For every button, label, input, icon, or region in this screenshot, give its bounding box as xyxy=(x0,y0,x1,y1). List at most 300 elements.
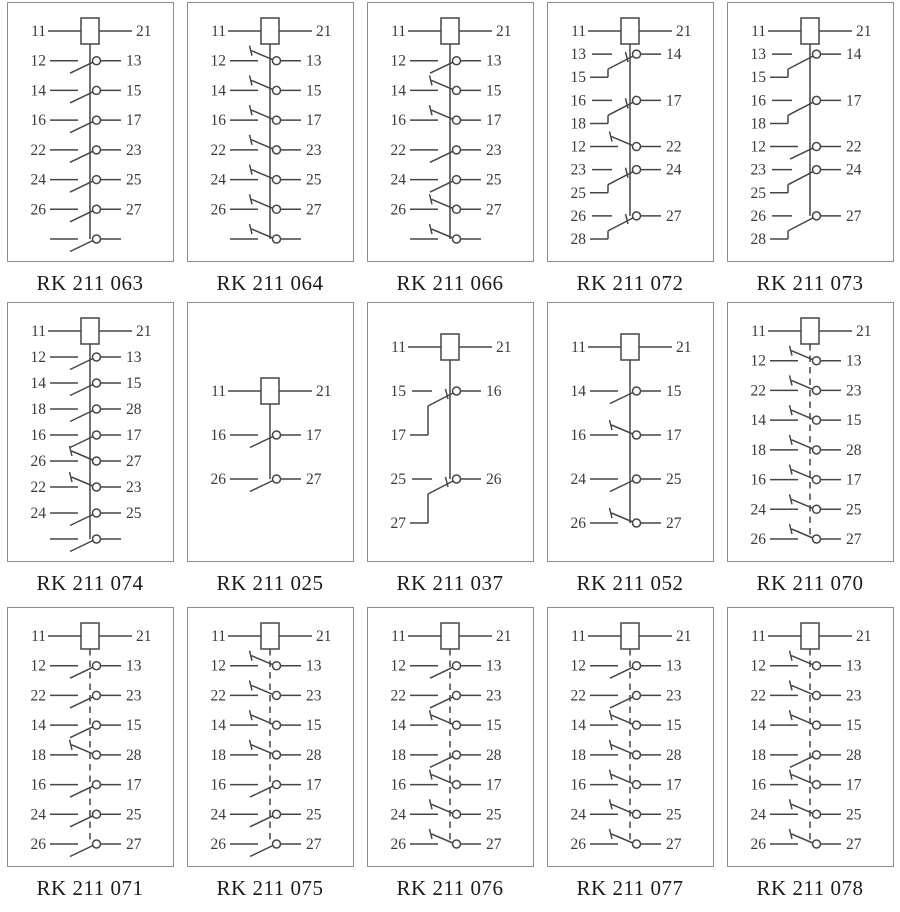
contact-point xyxy=(812,840,820,848)
relay-schematic xyxy=(368,303,533,561)
terminal-label: 13 xyxy=(485,52,501,70)
coil-symbol xyxy=(261,378,279,404)
contact-point xyxy=(272,662,280,670)
coil-symbol xyxy=(801,623,819,649)
terminal-label: 22 xyxy=(30,687,46,705)
terminal-label: 16 xyxy=(750,471,766,489)
contact-point xyxy=(632,212,640,220)
contact-point xyxy=(92,721,100,729)
terminal-label: 15 xyxy=(570,69,586,87)
terminal-label: 13 xyxy=(845,657,861,675)
terminal-label: 23 xyxy=(125,687,141,705)
terminal-label: 22 xyxy=(750,382,766,400)
terminal-label: 28 xyxy=(845,441,861,459)
terminal-label: 27 xyxy=(845,531,861,548)
terminal-label: 18 xyxy=(750,115,766,133)
terminal-label: 15 xyxy=(485,82,501,100)
diagram-frame xyxy=(367,607,534,867)
contact-point xyxy=(452,205,460,213)
diagram-label: RK 211 077 xyxy=(576,876,684,900)
terminal-label: 13 xyxy=(125,349,141,366)
terminal-label: 17 xyxy=(665,427,681,444)
contact-point xyxy=(92,146,100,154)
contact-point xyxy=(452,387,460,395)
diagram-frame xyxy=(547,2,714,262)
terminal-label: 14 xyxy=(570,383,586,400)
terminal-label: 25 xyxy=(485,806,501,824)
contact-blade xyxy=(431,804,454,814)
terminal-label: 22 xyxy=(390,687,406,705)
co-blade xyxy=(788,217,814,231)
coil-terminal-label: 21 xyxy=(135,23,151,40)
contact-point xyxy=(632,475,640,483)
contact-point xyxy=(272,205,280,213)
terminal-label: 12 xyxy=(750,657,766,675)
contact-point xyxy=(632,781,640,789)
terminal-label: 25 xyxy=(390,471,406,488)
terminal-label: 24 xyxy=(390,171,406,189)
contact-point xyxy=(92,509,100,517)
terminal-label: 26 xyxy=(30,836,46,853)
terminal-label: 16 xyxy=(210,112,226,130)
terminal-label: 17 xyxy=(665,776,681,794)
terminal-label: 26 xyxy=(30,453,46,470)
terminal-label: 25 xyxy=(845,806,861,824)
relay-diagram-cell xyxy=(720,0,900,300)
terminal-label: 24 xyxy=(750,806,766,824)
coil-terminal-label: 11 xyxy=(570,23,586,40)
terminal-label: 24 xyxy=(750,501,766,519)
coil-symbol xyxy=(801,18,819,44)
terminal-label: 27 xyxy=(485,201,501,219)
diagram-frame xyxy=(187,607,354,867)
coil-terminal-label: 11 xyxy=(30,323,46,340)
co-blade xyxy=(428,481,454,495)
diagram-label: RK 211 074 xyxy=(36,571,144,595)
terminal-label: 15 xyxy=(125,717,141,735)
terminal-label: 26 xyxy=(570,836,586,853)
terminal-label: 27 xyxy=(485,836,501,853)
contact-point xyxy=(272,57,280,65)
contact-blade xyxy=(610,696,634,708)
contact-point xyxy=(272,146,280,154)
terminal-label: 14 xyxy=(30,717,46,735)
relay-diagram-cell xyxy=(360,300,540,605)
contact-blade xyxy=(611,804,634,814)
contact-point xyxy=(452,86,460,94)
contact-point xyxy=(812,50,820,58)
contact-point xyxy=(92,457,100,465)
terminal-label: 24 xyxy=(665,161,681,179)
terminal-label: 12 xyxy=(390,52,406,70)
terminal-label: 16 xyxy=(210,776,226,794)
coil-symbol xyxy=(261,18,279,44)
diagram-label: RK 211 063 xyxy=(36,271,144,295)
terminal-label: 25 xyxy=(305,171,321,189)
terminal-label: 25 xyxy=(665,806,681,824)
terminal-label: 18 xyxy=(30,401,46,418)
terminal-label: 12 xyxy=(390,657,406,675)
terminal-label: 24 xyxy=(845,161,861,179)
terminal-label: 12 xyxy=(750,138,766,156)
contact-point xyxy=(272,751,280,759)
terminal-label: 13 xyxy=(305,52,321,70)
terminal-label: 16 xyxy=(570,776,586,794)
contact-point xyxy=(812,386,820,394)
coil-terminal-label: 21 xyxy=(495,23,511,40)
contact-blade xyxy=(791,804,814,814)
contact-point xyxy=(632,691,640,699)
contact-point xyxy=(92,176,100,184)
terminal-label: 24 xyxy=(210,171,226,189)
terminal-label: 22 xyxy=(210,687,226,705)
contact-point xyxy=(452,751,460,759)
terminal-label: 26 xyxy=(485,471,501,488)
contact-point xyxy=(92,483,100,491)
diagram-label: RK 211 076 xyxy=(396,876,504,900)
contact-point xyxy=(272,840,280,848)
terminal-label: 13 xyxy=(750,46,766,64)
diagram-frame xyxy=(367,302,534,562)
terminal-label: 15 xyxy=(845,717,861,735)
diagram-frame xyxy=(7,2,174,262)
co-blade xyxy=(608,217,634,231)
terminal-label: 12 xyxy=(30,52,46,70)
contact-point xyxy=(452,176,460,184)
coil-symbol xyxy=(801,318,819,344)
coil-terminal-label: 21 xyxy=(135,628,151,645)
terminal-label: 24 xyxy=(30,806,46,824)
terminal-label: 13 xyxy=(570,46,586,64)
relay-diagram-cell xyxy=(0,300,180,605)
coil-symbol xyxy=(81,623,99,649)
terminal-label: 22 xyxy=(665,138,681,156)
relay-schematic xyxy=(188,303,353,561)
terminal-label: 12 xyxy=(570,138,586,156)
coil-terminal-label: 11 xyxy=(210,23,226,40)
diagram-label: RK 211 064 xyxy=(216,271,324,295)
terminal-label: 17 xyxy=(305,427,321,444)
relay-diagram-cell xyxy=(180,605,360,912)
terminal-label: 12 xyxy=(570,657,586,675)
coil-terminal-label: 11 xyxy=(390,23,406,40)
terminal-label: 23 xyxy=(665,687,681,705)
terminal-label: 15 xyxy=(665,717,681,735)
terminal-label: 15 xyxy=(665,383,681,400)
relay-diagram-cell xyxy=(720,300,900,605)
contact-point xyxy=(92,810,100,818)
contact-point xyxy=(452,235,460,243)
terminal-label: 16 xyxy=(570,92,586,110)
diagram-label: RK 211 071 xyxy=(36,876,144,900)
terminal-label: 24 xyxy=(390,806,406,824)
terminal-label: 27 xyxy=(845,836,861,853)
terminal-label: 17 xyxy=(305,112,321,130)
terminal-label: 13 xyxy=(485,657,501,675)
contact-point xyxy=(452,721,460,729)
coil-symbol xyxy=(441,18,459,44)
terminal-label: 27 xyxy=(125,836,141,853)
contact-point xyxy=(92,116,100,124)
contact-point xyxy=(272,431,280,439)
contact-point xyxy=(812,96,820,104)
relay-diagram-cell xyxy=(360,605,540,912)
coil-terminal-label: 11 xyxy=(390,628,406,645)
contact-point xyxy=(92,86,100,94)
coil-terminal-label: 11 xyxy=(210,628,226,645)
diagram-frame xyxy=(727,302,894,562)
contact-blade xyxy=(70,845,94,857)
coil-terminal-label: 21 xyxy=(495,628,511,645)
relay-schematic xyxy=(728,3,893,261)
contact-point xyxy=(92,57,100,65)
contact-point xyxy=(812,535,820,543)
terminal-label: 23 xyxy=(125,141,141,159)
contact-point xyxy=(92,781,100,789)
contact-point xyxy=(812,721,820,729)
contact-point xyxy=(632,143,640,151)
contact-point xyxy=(452,475,460,483)
terminal-label: 26 xyxy=(750,207,766,225)
terminal-label: 18 xyxy=(750,441,766,459)
terminal-label: 16 xyxy=(390,112,406,130)
coil-terminal-label: 11 xyxy=(390,339,406,356)
coil-terminal-label: 21 xyxy=(675,23,691,40)
terminal-label: 26 xyxy=(750,836,766,853)
coil-terminal-label: 11 xyxy=(210,383,226,400)
terminal-label: 18 xyxy=(30,746,46,764)
terminal-label: 15 xyxy=(125,375,141,392)
contact-blade xyxy=(430,696,454,708)
contact-point xyxy=(92,205,100,213)
terminal-label: 27 xyxy=(305,471,321,488)
terminal-label: 23 xyxy=(570,161,586,179)
terminal-label: 16 xyxy=(485,383,501,400)
terminal-label: 25 xyxy=(125,806,141,824)
terminal-label: 28 xyxy=(485,746,501,764)
diagram-frame xyxy=(187,2,354,262)
diagram-frame xyxy=(727,2,894,262)
contact-point xyxy=(92,405,100,413)
contact-point xyxy=(632,840,640,848)
contact-point xyxy=(632,662,640,670)
terminal-label: 14 xyxy=(30,375,46,392)
terminal-label: 26 xyxy=(390,836,406,853)
terminal-label: 17 xyxy=(845,92,861,110)
coil-symbol xyxy=(441,623,459,649)
terminal-label: 15 xyxy=(390,383,406,400)
coil-terminal-label: 21 xyxy=(315,628,331,645)
terminal-label: 13 xyxy=(845,352,861,370)
terminal-label: 22 xyxy=(845,138,861,156)
terminal-label: 25 xyxy=(750,184,766,202)
contact-point xyxy=(452,57,460,65)
contact-blade xyxy=(251,656,274,666)
terminal-label: 14 xyxy=(570,717,586,735)
relay-schematic xyxy=(548,303,713,561)
terminal-label: 17 xyxy=(845,471,861,489)
relay-schematic xyxy=(728,303,893,561)
contact-point xyxy=(632,751,640,759)
terminal-label: 24 xyxy=(30,171,46,189)
contact-point xyxy=(632,519,640,527)
terminal-label: 24 xyxy=(570,806,586,824)
contact-point xyxy=(812,143,820,151)
relay-schematic xyxy=(188,608,353,866)
terminal-label: 27 xyxy=(305,201,321,219)
terminal-label: 22 xyxy=(210,141,226,159)
coil-symbol xyxy=(621,18,639,44)
terminal-label: 14 xyxy=(210,82,226,100)
terminal-label: 24 xyxy=(570,471,586,488)
terminal-label: 18 xyxy=(570,115,586,133)
contact-point xyxy=(812,691,820,699)
terminal-label: 13 xyxy=(665,657,681,675)
relay-diagram-cell xyxy=(180,0,360,300)
terminal-label: 23 xyxy=(845,687,861,705)
relay-schematic xyxy=(548,608,713,866)
terminal-label: 12 xyxy=(210,657,226,675)
contact-point xyxy=(812,781,820,789)
terminal-label: 16 xyxy=(30,112,46,130)
terminal-label: 17 xyxy=(665,92,681,110)
terminal-label: 18 xyxy=(570,746,586,764)
contact-point xyxy=(92,379,100,387)
terminal-label: 25 xyxy=(125,171,141,189)
diagram-label: RK 211 052 xyxy=(576,571,684,595)
terminal-label: 17 xyxy=(125,427,141,444)
contact-point xyxy=(452,840,460,848)
diagram-frame xyxy=(727,607,894,867)
coil-symbol xyxy=(621,623,639,649)
coil-terminal-label: 21 xyxy=(855,23,871,40)
coil-terminal-label: 21 xyxy=(495,339,511,356)
coil-terminal-label: 11 xyxy=(750,23,766,40)
terminal-label: 28 xyxy=(305,746,321,764)
terminal-label: 17 xyxy=(485,776,501,794)
diagram-frame xyxy=(187,302,354,562)
terminal-label: 26 xyxy=(390,201,406,219)
contact-point xyxy=(92,751,100,759)
terminal-label: 27 xyxy=(305,836,321,853)
terminal-label: 14 xyxy=(30,82,46,100)
terminal-label: 18 xyxy=(750,746,766,764)
coil-symbol xyxy=(81,318,99,344)
diagram-label: RK 211 075 xyxy=(216,876,324,900)
contact-point xyxy=(272,86,280,94)
coil-terminal-label: 11 xyxy=(570,339,586,356)
contact-point xyxy=(812,212,820,220)
terminal-label: 26 xyxy=(210,201,226,219)
terminal-label: 14 xyxy=(665,46,681,64)
terminal-label: 23 xyxy=(485,687,501,705)
contact-blade xyxy=(791,499,814,509)
relay-diagram-cell xyxy=(540,605,720,912)
relay-schematic xyxy=(8,303,173,561)
contact-point xyxy=(632,387,640,395)
terminal-label: 14 xyxy=(750,412,766,430)
contact-point xyxy=(632,166,640,174)
contact-blade xyxy=(791,351,814,361)
contact-point xyxy=(92,353,100,361)
terminal-label: 23 xyxy=(845,382,861,400)
terminal-label: 22 xyxy=(390,141,406,159)
diagram-label: RK 211 066 xyxy=(396,271,504,295)
contact-point xyxy=(632,96,640,104)
contact-point xyxy=(452,662,460,670)
contact-point xyxy=(812,357,820,365)
terminal-label: 26 xyxy=(210,471,226,488)
contact-point xyxy=(452,116,460,124)
terminal-label: 18 xyxy=(390,746,406,764)
contact-point xyxy=(452,810,460,818)
coil-terminal-label: 21 xyxy=(315,383,331,400)
terminal-label: 13 xyxy=(125,657,141,675)
contact-point xyxy=(812,751,820,759)
terminal-label: 25 xyxy=(845,501,861,519)
contact-point xyxy=(812,810,820,818)
relay-diagram-cell xyxy=(540,0,720,300)
diagram-label: RK 211 025 xyxy=(216,571,324,595)
terminal-label: 12 xyxy=(30,349,46,366)
terminal-label: 27 xyxy=(665,207,681,225)
coil-terminal-label: 21 xyxy=(675,339,691,356)
diagram-frame xyxy=(547,607,714,867)
terminal-label: 15 xyxy=(845,412,861,430)
terminal-label: 23 xyxy=(750,161,766,179)
terminal-label: 14 xyxy=(750,717,766,735)
relay-schematic xyxy=(8,3,173,261)
coil-terminal-label: 21 xyxy=(315,23,331,40)
terminal-label: 27 xyxy=(125,201,141,219)
terminal-label: 14 xyxy=(845,46,861,64)
terminal-label: 22 xyxy=(750,687,766,705)
contact-point xyxy=(92,662,100,670)
terminal-label: 17 xyxy=(125,776,141,794)
contact-point xyxy=(812,476,820,484)
diagram-label: RK 211 070 xyxy=(756,571,864,595)
terminal-label: 27 xyxy=(390,515,406,532)
terminal-label: 26 xyxy=(750,531,766,548)
relay-schematic xyxy=(368,3,533,261)
contact-blade xyxy=(250,480,274,492)
terminal-label: 12 xyxy=(210,52,226,70)
contact-blade xyxy=(250,845,274,857)
contact-point xyxy=(812,416,820,424)
diagram-frame xyxy=(547,302,714,562)
contact-blade xyxy=(70,696,94,708)
coil-terminal-label: 21 xyxy=(855,628,871,645)
terminal-label: 22 xyxy=(570,687,586,705)
terminal-label: 13 xyxy=(305,657,321,675)
contact-point xyxy=(272,810,280,818)
contact-point xyxy=(272,781,280,789)
coil-symbol xyxy=(441,334,459,360)
terminal-label: 14 xyxy=(390,82,406,100)
terminal-label: 18 xyxy=(210,746,226,764)
diagram-label: RK 211 072 xyxy=(576,271,684,295)
relay-diagram-cell xyxy=(720,605,900,912)
diagram-frame xyxy=(367,2,534,262)
terminal-label: 16 xyxy=(30,427,46,444)
terminal-label: 17 xyxy=(390,427,406,444)
terminal-label: 14 xyxy=(390,717,406,735)
terminal-label: 22 xyxy=(30,141,46,159)
terminal-label: 15 xyxy=(485,717,501,735)
contact-point xyxy=(92,431,100,439)
diagram-label: RK 211 037 xyxy=(396,571,504,595)
terminal-label: 28 xyxy=(845,746,861,764)
